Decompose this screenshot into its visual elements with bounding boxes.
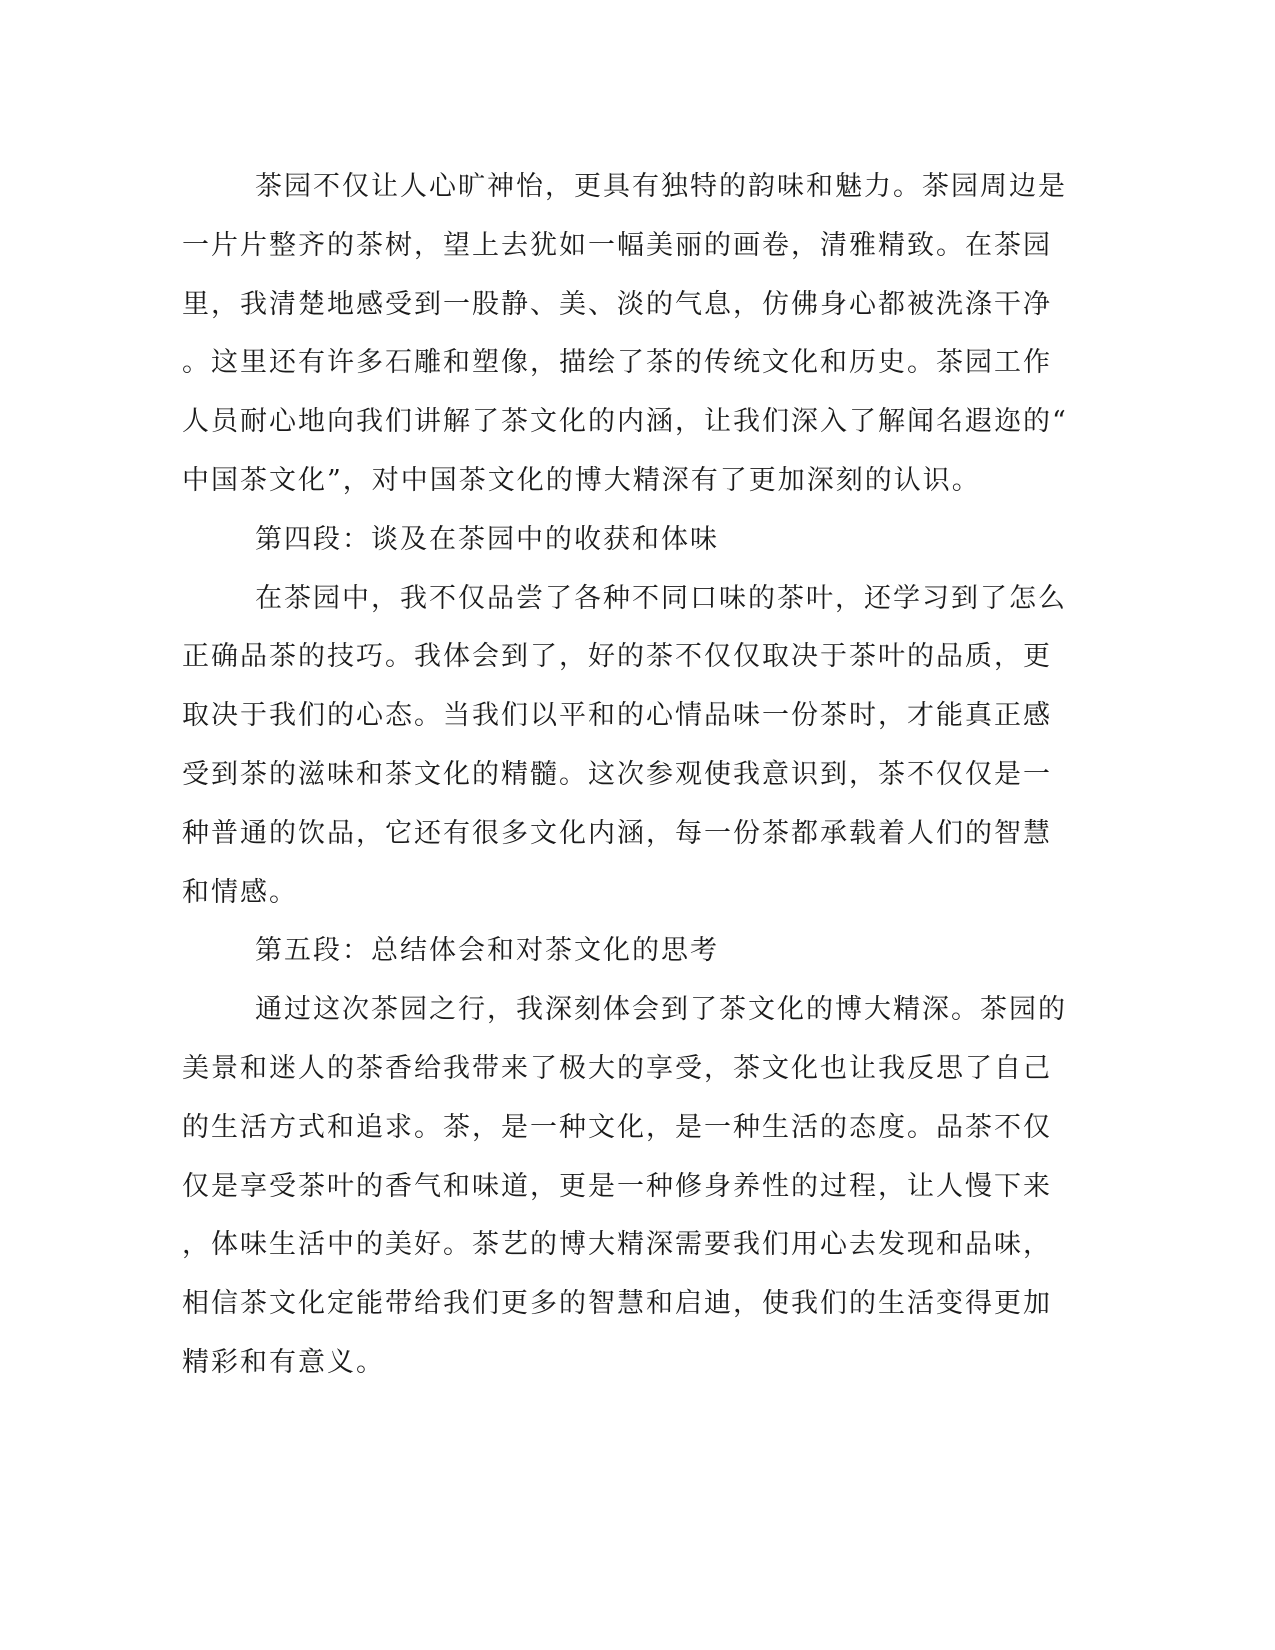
- paragraph-line: 的生活方式和追求。茶，是一种文化，是一种生活的态度。品茶不仅: [182, 1111, 1052, 1143]
- paragraph-line: ，体味生活中的美好。茶艺的博大精深需要我们用心去发现和品味，: [182, 1229, 1052, 1261]
- paragraph-5: [182, 981, 1067, 1393]
- paragraph-line: 正确品茶的技巧。我体会到了，好的茶不仅仅取决于茶叶的品质，更: [182, 641, 1052, 673]
- section-heading-5: [182, 922, 1028, 981]
- paragraph-line: 精彩和有意义。: [182, 1346, 385, 1378]
- paragraph-line: 受到茶的滋味和茶文化的精髓。这次参观使我意识到，茶不仅仅是一: [182, 758, 1052, 790]
- paragraph-line: 相信茶文化定能带给我们更多的智慧和启迪，使我们的生活变得更加: [182, 1288, 1052, 1320]
- paragraph-4: [182, 570, 1067, 923]
- paragraph-line: 中国茶文化”，对中国茶文化的博大精深有了更加深刻的认识。: [182, 464, 981, 496]
- paragraph-line: 种普通的饮品，它还有很多文化内涵，每一份茶都承载着人们的智慧: [182, 817, 1052, 849]
- heading-text: 第五段：总结体会和对茶文化的思考: [255, 935, 719, 967]
- paragraph-line: 仅是享受茶叶的香气和味道，更是一种修身养性的过程，让人慢下来: [182, 1170, 1052, 1202]
- paragraph-line: 一片片整齐的茶树，望上去犹如一幅美丽的画卷，清雅精致。在茶园: [182, 229, 1052, 261]
- paragraph-line: 人员耐心地向我们讲解了茶文化的内涵，让我们深入了解闻名遐迩的“: [182, 406, 1068, 438]
- document-body: [182, 158, 1068, 1393]
- paragraph-line: 里，我清楚地感受到一股静、美、淡的气息，仿佛身心都被洗涤干净: [182, 288, 1052, 320]
- paragraph-line: 通过这次茶园之行，我深刻体会到了茶文化的博大精深。茶园的: [255, 994, 1067, 1026]
- paragraph-line: 美景和迷人的茶香给我带来了极大的享受，茶文化也让我反思了自己: [182, 1052, 1052, 1084]
- paragraph-line: 。这里还有许多石雕和塑像，描绘了茶的传统文化和历史。茶园工作: [182, 347, 1052, 379]
- paragraph-line: 茶园不仅让人心旷神怡，更具有独特的韵味和魅力。茶园周边是: [255, 171, 1067, 202]
- paragraph-3: [182, 158, 1068, 511]
- heading-text: 第四段：谈及在茶园中的收获和体味: [255, 523, 719, 555]
- paragraph-line: 取决于我们的心态。当我们以平和的心情品味一份茶时，才能真正感: [182, 700, 1052, 732]
- section-heading-4: [182, 511, 1028, 570]
- paragraph-line: 和情感。: [182, 876, 298, 908]
- paragraph-line: 在茶园中，我不仅品尝了各种不同口味的茶叶，还学习到了怎么: [255, 582, 1067, 614]
